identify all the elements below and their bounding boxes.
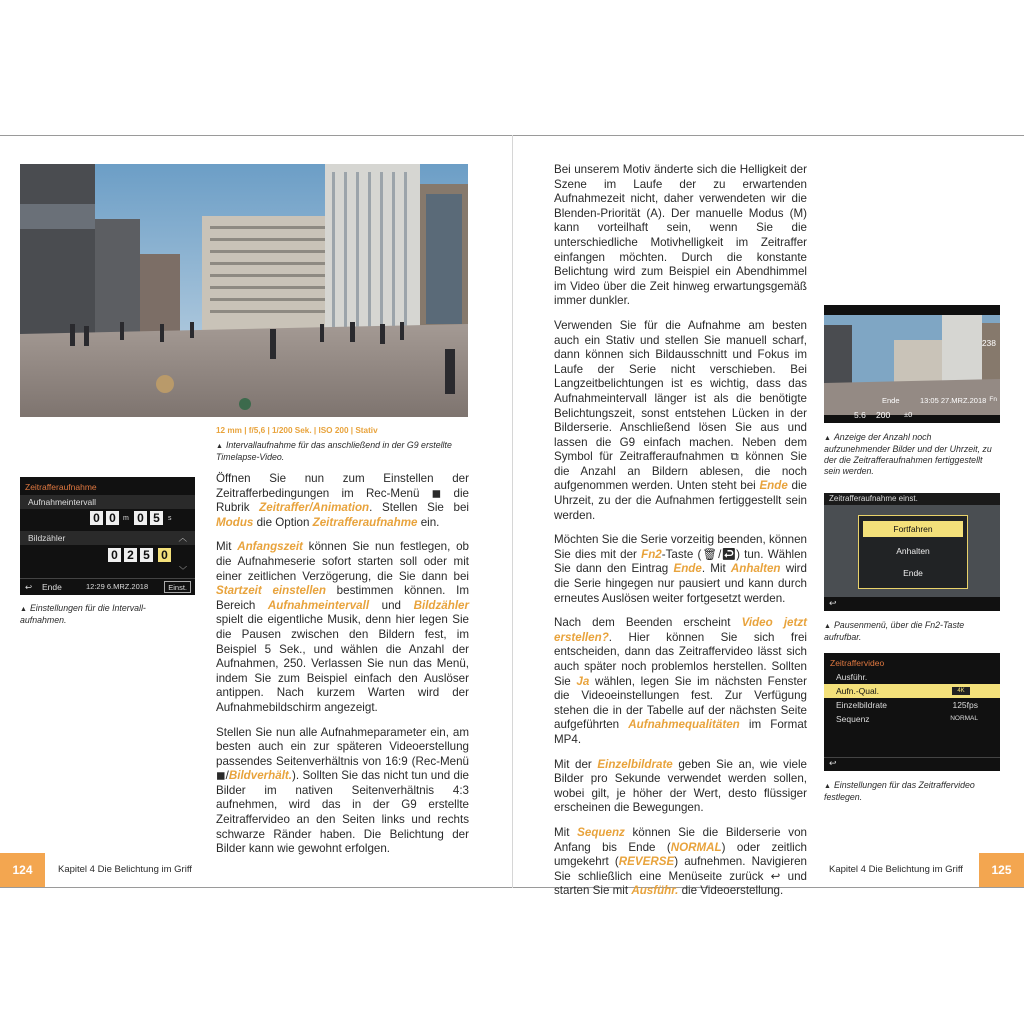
chevron-down-icon[interactable]: ﹀ bbox=[179, 566, 187, 575]
book-spread bbox=[0, 135, 1024, 898]
left-body-text bbox=[216, 472, 469, 867]
chevron-up-icon[interactable]: ︿ bbox=[178, 533, 187, 543]
fn-indicator: Fn bbox=[989, 396, 997, 403]
pause-menu-title: Zeitrafferaufnahme einst. bbox=[824, 493, 1000, 505]
interval-digit[interactable]: 0 bbox=[90, 511, 103, 525]
camera-interval-screen bbox=[20, 477, 195, 595]
settings-button[interactable]: Einst. bbox=[164, 581, 191, 593]
right-paragraph-3: Möchten Sie die Serie vorzeitig beenden, können Sie dies mit der Fn2-Taste (🗑/↩) tun. Wählen Sie dann den Eintrag Ende. Mit Anhalten wird die Serie hingegen nur pausiert und kann durch erneutes Auslösen weiter fortgesetzt werden. bbox=[554, 533, 808, 605]
left-paragraph-1: Öffnen Sie nun zum Einstellen der Zeitrafferbedingungen im Rec-Menü ◼ die Rubrik Zeitraffer/Animation. Stellen Sie bei Modus die Option Zeitrafferaufnahme ein. bbox=[216, 472, 469, 529]
timelapse-icon: ⧉ bbox=[730, 450, 739, 464]
chapter-footer-left: Kapitel 4 Die Belichtung im Griff bbox=[58, 864, 192, 875]
right-body-text bbox=[554, 163, 807, 909]
chapter-footer-right: Kapitel 4 Die Belichtung im Griff bbox=[829, 864, 963, 875]
page-number-left: 124 bbox=[0, 853, 45, 887]
end-time: 13:05 27.MRZ.2018 bbox=[920, 396, 987, 405]
interval-digit[interactable]: 0 bbox=[106, 511, 119, 525]
street-scene-illustration bbox=[20, 164, 468, 417]
right-paragraph-6: Mit Sequenz können Sie die Bilderserie von Anfang bis Ende (NORMAL) oder zeitlich umgekehrt (REVERSE) aufnehmen. Navigieren Sie schließlich eine Menüseite zurück ↩ und starten Sie mit Ausführ. die Videoerstellung. bbox=[554, 825, 807, 898]
remaining-count: 238 bbox=[981, 338, 996, 348]
screen3-caption: ▲ Einstellungen für das Zeitraffervideo festlegen. bbox=[824, 780, 975, 802]
right-paragraph-4: Nach dem Beenden erscheint Video jetzt erstellen?. Hier können Sie sich frei entscheiden, dann das Zeitraffervideo lässt sich auch später noch problemlos herstellen. Sollten Sie Ja wählen, legen Sie im nächsten Fenster die Videoeinstellungen fest. Zur Verfügung stehen die in der Tabelle auf der nächsten Seite aufgeführten Aufnahmequalitäten im Format MP4. bbox=[554, 616, 808, 746]
left-paragraph-2: Mit Anfangszeit können Sie nun festlegen, ob die Aufnahmeserie sofort starten soll oder mit einer zeitlichen Verzögerung, die Sie dann bei Startzeit einstellen bestimmen können. Im Bereich Aufnahmeintervall und Bildzähler spielt die eigentliche Musik, denn hier legen Sie die Pausen zwischen den Bildern fest, im Beispiel 5 Sek., und wählen die Anzahl der Aufnahmen, 250. Verlassen Sie nun das Menü, indem Sie zum Beispiel einfach den Auslöser antippen. Nach kurzem Warten wird der Aufnahmebildschirm angezeigt. bbox=[216, 540, 469, 714]
camera-pause-menu-screen bbox=[824, 493, 1000, 611]
row-execute[interactable]: Ausführ. bbox=[836, 672, 868, 682]
camera-icon: ◼ bbox=[431, 486, 442, 500]
counter-label: Bildzähler ︿ bbox=[20, 531, 195, 545]
interval-digit[interactable]: 5 bbox=[150, 511, 163, 525]
book-gutter bbox=[512, 135, 513, 888]
row-framerate[interactable]: Einzelbildrate 125fps bbox=[836, 700, 978, 710]
right-paragraph-2: Verwenden Sie für die Aufnahme am besten auch ein Stativ und stellen Sie manuell scharf, dann können sich Bildausschnitt und Fokus im Laufe der Serie nicht verschieben. Bei Langzeitbelichtungen ist es wichtig, dass das Aufnahmeintervall länger ist als die benötigte Belichtungszeit, sonst entstehen Lücken in der Bilderserie. Anschließend lösen Sie aus und lassen die G9 einfach machen. Neben dem Symbol für Zeitrafferaufnahmen ⧉ können Sie die Anzahl an Bildern ablesen, die noch aufgenommen werden. Unten steht bei Ende die Uhrzeit, zu der die Aufnahmen fertiggestellt sein werden. bbox=[554, 318, 807, 522]
aperture-value: 5.6 bbox=[854, 410, 866, 420]
return-icon[interactable]: ↩ bbox=[829, 758, 837, 768]
cam-caption: ▲ Einstellungen für die Intervallaufnahmen. bbox=[20, 603, 146, 625]
screen2-caption: ▲ Pausenmenü, über die Fn2-Taste aufrufbar. bbox=[824, 620, 965, 642]
triangle-icon: ▲ bbox=[824, 623, 831, 630]
camera-liveview-screen bbox=[824, 305, 1000, 423]
exposure-comp: ±0 bbox=[904, 410, 913, 419]
trash-icon: 🗑 bbox=[701, 547, 719, 561]
pause-menu-footer bbox=[824, 597, 1000, 611]
pause-menu-box bbox=[858, 515, 968, 589]
street-photo bbox=[20, 164, 468, 417]
shutter-value: 200 bbox=[876, 410, 891, 420]
photo-caption: ▲ Intervallaufnahme für das anschließend in der G9 erstellte Timelapse-Video. bbox=[216, 440, 452, 462]
menu-item-end[interactable]: Ende bbox=[903, 568, 923, 578]
return-icon[interactable]: ↩ bbox=[829, 598, 837, 608]
interval-digit[interactable]: 0 bbox=[134, 511, 147, 525]
triangle-icon: ▲ bbox=[824, 783, 831, 790]
counter-digit[interactable]: 2 bbox=[124, 548, 137, 562]
triangle-icon: ▲ bbox=[216, 443, 223, 450]
left-paragraph-3: Stellen Sie nun alle Aufnahmeparameter ein, am besten auch ein zur späteren Videoerstellung passendes Seitenverhältnis von 16:9 (Rec-Menü ◼/Bildverhält.). Sollten Sie das nicht tun und die Bilder im nativen Seitenverhältnis 4:3 aufnehmen, wird das in der G9 erstellte Zeitraffervideo an den Seiten links und rechts schwarze Ränder haben. Die Belichtung der Bilder kann wie gewohnt erfolgen. bbox=[216, 725, 469, 856]
right-paragraph-1: Bei unserem Motiv änderte sich die Helligkeit der Szene im Laufe der zu erwartenden Aufnahmezeit nicht, daher verwendeten wir die Blenden-Priorität (A). Der manuelle Modus (M) kann vorteilhaft sein, wenn Sie die unterschiedliche Motivhelligkeit im Zeitraffer einfangen möchten. Durch die konstante Belichtung wird zum Beispiel ein Abendhimmel im Video über die Zeit hinweg erwartungsgemäß immer dunkler. bbox=[554, 163, 807, 308]
return-icon: ↩ bbox=[721, 547, 737, 561]
return-icon[interactable]: ↩ bbox=[25, 582, 33, 592]
counter-digit-selected[interactable]: 0 bbox=[158, 548, 171, 562]
menu-item-pause[interactable]: Anhalten bbox=[896, 546, 930, 556]
return-icon: ↩ bbox=[770, 869, 781, 883]
row-sequence[interactable]: Sequenz NORMAL bbox=[836, 714, 978, 724]
end-label: Ende bbox=[882, 396, 900, 405]
counter-digit[interactable]: 5 bbox=[140, 548, 153, 562]
video-settings-footer bbox=[824, 757, 1000, 771]
triangle-icon: ▲ bbox=[824, 435, 831, 442]
screen-title: Zeitrafferaufnahme bbox=[25, 482, 97, 492]
right-paragraph-5: Mit der Einzelbildrate geben Sie an, wie viele Bilder pro Sekunde verwendet werden sollen, wobei gilt, je höher der Wert, desto flüssiger erscheinen die Bewegungen. bbox=[554, 757, 807, 815]
counter-digit[interactable]: 0 bbox=[108, 548, 121, 562]
page-number-right: 125 bbox=[979, 853, 1024, 887]
row-quality[interactable]: Aufn.-Qual. 4K bbox=[824, 684, 1000, 698]
menu-item-continue[interactable]: Fortfahren bbox=[863, 521, 963, 537]
video-settings-title: Zeitraffervideo bbox=[830, 658, 885, 668]
camera-icon: ◼ bbox=[216, 769, 226, 783]
minutes-unit: m bbox=[123, 515, 129, 522]
screen-footer: ↩ Ende 12:29 6.MRZ.2018 Einst. bbox=[20, 578, 195, 594]
camera-video-settings-screen bbox=[824, 653, 1000, 771]
photo-exif: 12 mm | f/5,6 | 1/200 Sek. | ISO 200 | Stativ bbox=[216, 426, 378, 435]
interval-label: Aufnahmeintervall bbox=[20, 495, 195, 509]
triangle-icon: ▲ bbox=[20, 606, 27, 613]
seconds-unit: s bbox=[168, 515, 172, 522]
screen1-caption: ▲ Anzeige der Anzahl noch aufzunehmender Bilder und der Uhrzeit, zu der die Zeitrafferaufnahmen fertiggestellt sein werden. bbox=[824, 432, 992, 476]
